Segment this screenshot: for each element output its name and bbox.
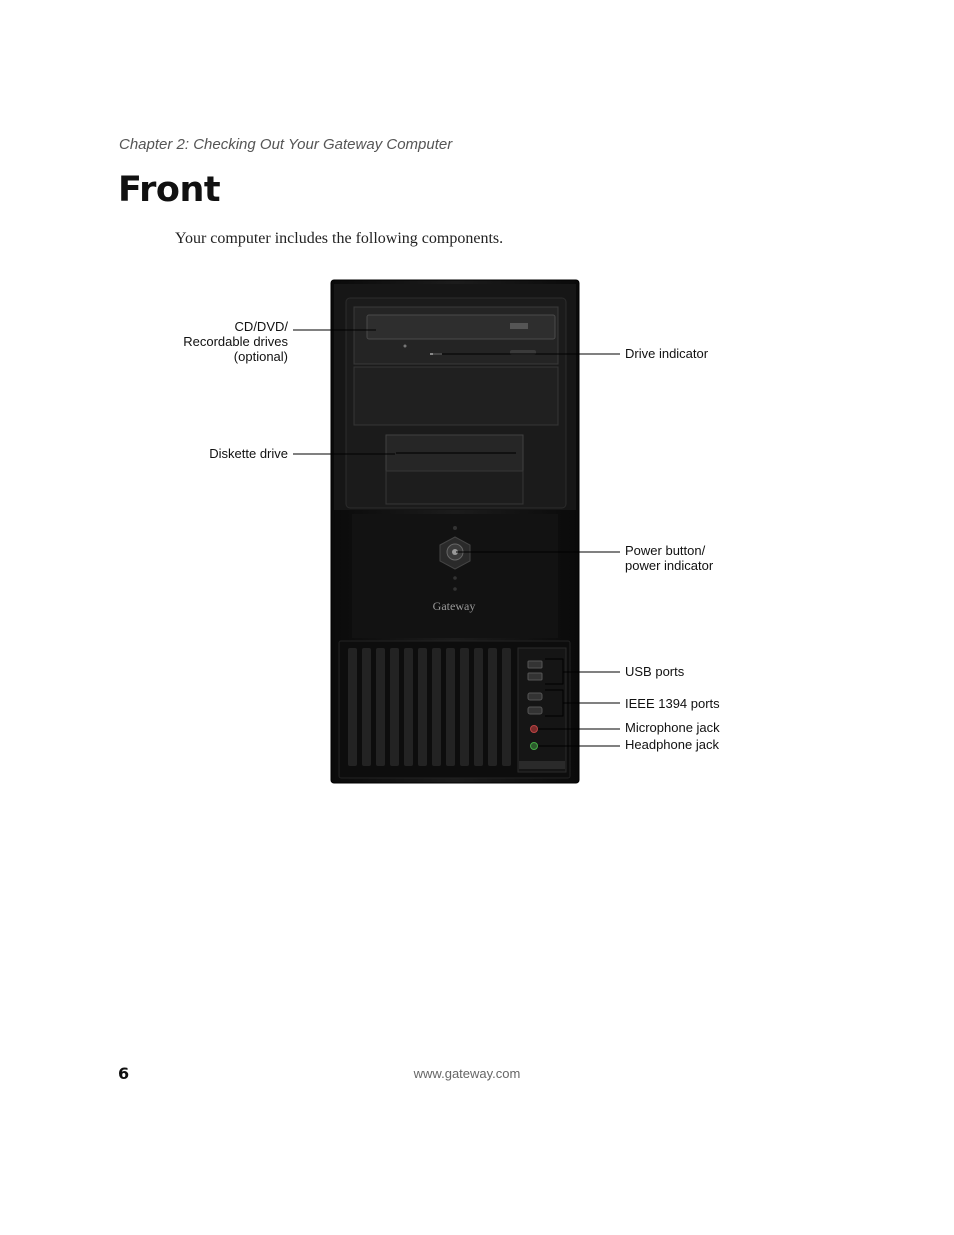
front-grille	[339, 641, 570, 778]
callout-ieee: IEEE 1394 ports	[625, 696, 720, 711]
page-title: Front	[118, 170, 221, 210]
callout-cd-dvd: CD/DVD/ Recordable drives (optional)	[183, 319, 288, 364]
cd-dvd-drive[interactable]	[354, 307, 558, 364]
usb-port-2[interactable]	[528, 673, 542, 680]
chapter-header: Chapter 2: Checking Out Your Gateway Computer	[119, 136, 453, 153]
diskette-drive[interactable]	[386, 435, 523, 504]
control-panel	[352, 514, 558, 638]
page-number: 6	[118, 1064, 130, 1083]
ieee1394-port-1[interactable]	[528, 693, 542, 700]
microphone-jack[interactable]	[531, 726, 538, 733]
drive-indicator-light	[404, 345, 407, 348]
usb-port-1[interactable]	[528, 661, 542, 668]
intro-text: Your computer includes the following components.	[175, 230, 504, 247]
callout-drive-indicator: Drive indicator	[625, 346, 709, 361]
callout-microphone: Microphone jack	[625, 720, 720, 735]
callout-diskette: Diskette drive	[209, 446, 288, 461]
headphone-jack[interactable]	[531, 743, 538, 750]
callout-usb: USB ports	[625, 664, 685, 679]
ieee1394-port-2[interactable]	[528, 707, 542, 714]
drive-bay	[354, 367, 558, 425]
callout-power: Power button/ power indicator	[625, 543, 714, 573]
footer-url[interactable]: www.gateway.com	[413, 1066, 521, 1081]
brand-logo: Gateway	[432, 599, 476, 613]
callout-headphone: Headphone jack	[625, 737, 719, 752]
